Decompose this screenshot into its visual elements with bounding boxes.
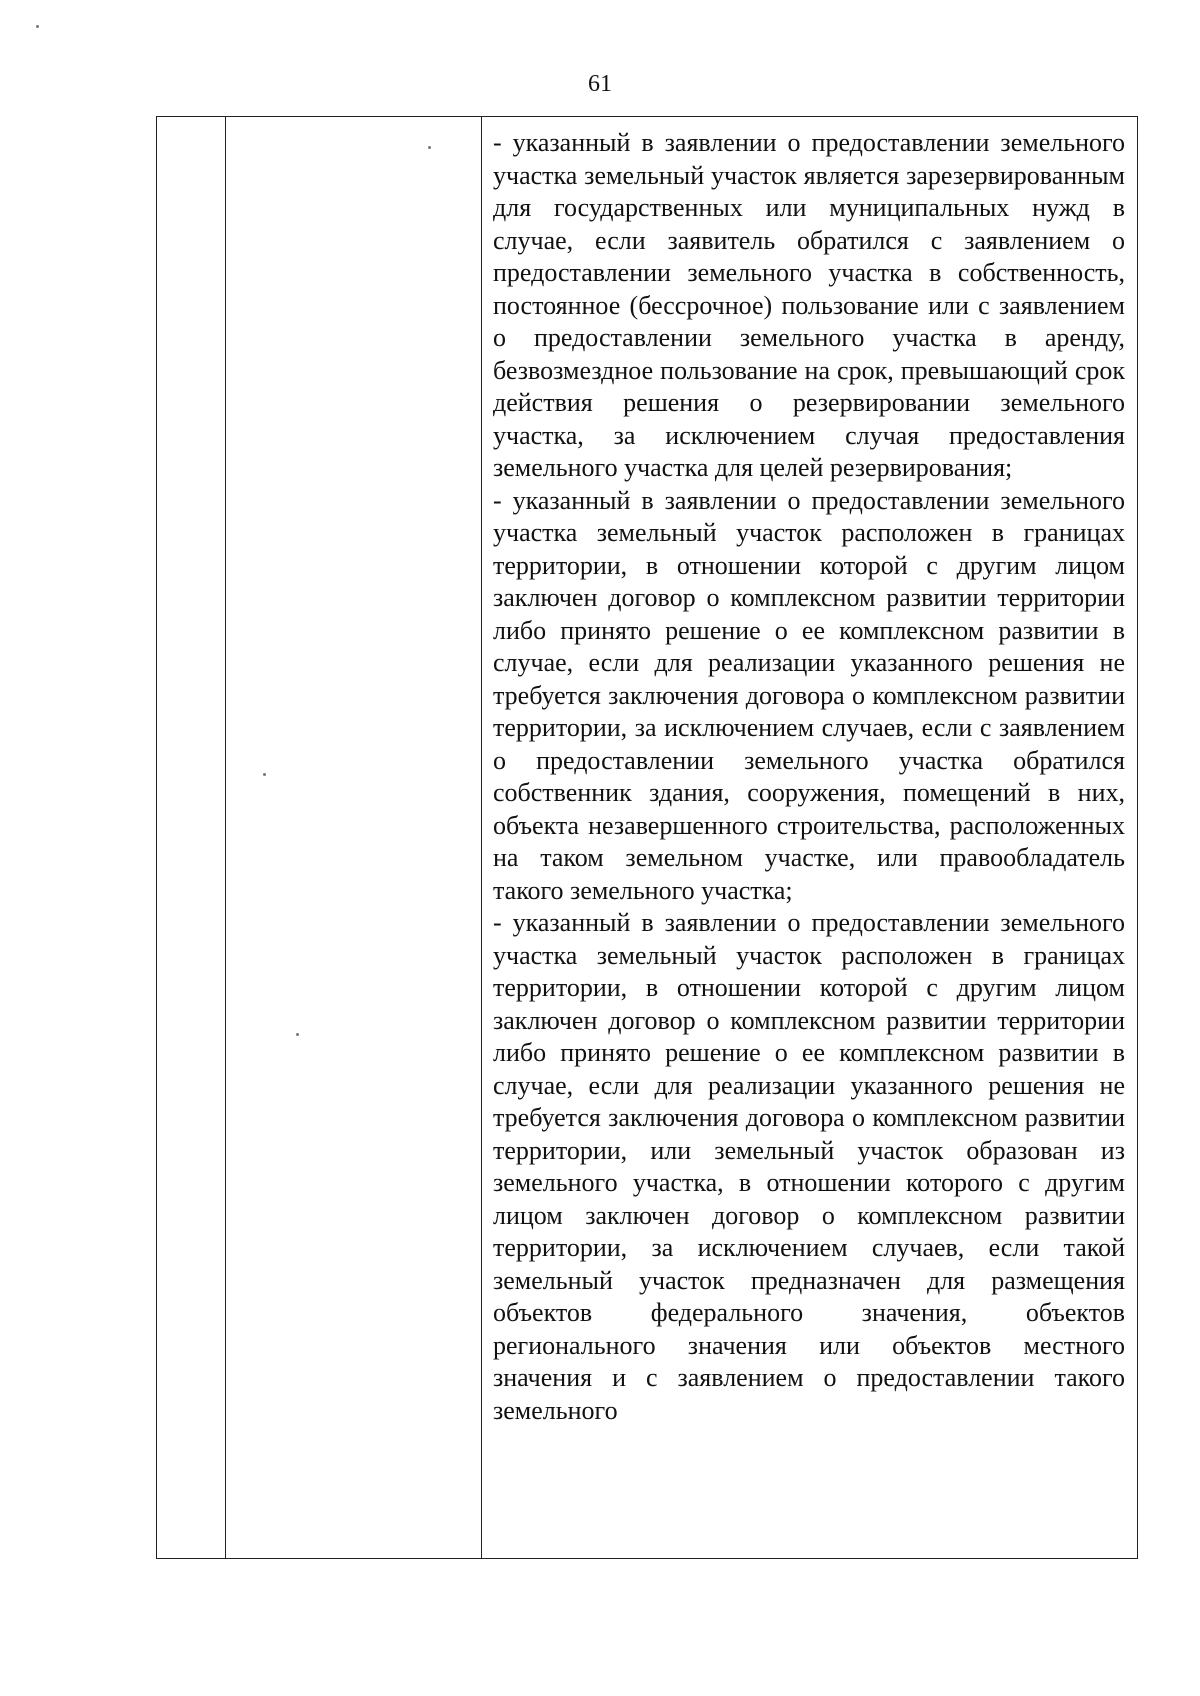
page-number: 61 (588, 71, 612, 97)
scan-speck (36, 25, 39, 28)
paragraph-1: - указанный в заявлении о предоставлении земельного участка земельный участок является зарезервированным для государственных или муниципальных нужд в случае, если заявитель обратился с заявлением о предоставлении земельного участка в собственность, постоянное (бессрочное) пользование или с заявлением о предоставлении земельного участка в аренду, безвозмездное пользование на срок, превышающий срок действия решения о резервировании земельного участка, за исключением случая предоставления земельного участка для целей резервирования; (493, 128, 1125, 482)
scan-speck (263, 773, 266, 776)
paragraph-3: - указанный в заявлении о предоставлении земельного участка земельный участок расположен в границах территории, в отношении которой с другим лицом заключен договор о комплексном развитии территории либо принято решение о ее комплексном развитии в случае, если для реализации указанного решения не требуется заключения договора о комплексном развитии территории, или земельный участок образован из земельного участка, в отношении которого с другим лицом заключен договор о комплексном развитии территории, за исключением случаев, если такой земельный участок предназначен для размещения объектов федерального значения, объектов регионального значения или объектов местного значения и с заявлением о предоставлении такого земельного (493, 908, 1125, 1425)
scan-speck (296, 1033, 299, 1036)
paragraph-2: - указанный в заявлении о предоставлении земельного участка земельный участок расположен в границах территории, в отношении которой с другим лицом заключен договор о комплексном развитии территории либо принято решение о ее комплексном развитии в случае, если для реализации указанного решения не требуется заключения договора о комплексном развитии территории, за исключением случаев, если с заявлением о предоставлении земельного участка обратился собственник здания, сооружения, помещений в них, объекта незавершенного строительства, расположенных на таком земельном участке, или правообладатель такого земельного участка; (493, 485, 1125, 905)
table-text-cell (493, 127, 1125, 1427)
column-divider-2 (481, 117, 482, 1558)
scan-speck (428, 146, 431, 149)
document-table (156, 116, 1138, 1559)
column-divider-1 (225, 117, 226, 1558)
